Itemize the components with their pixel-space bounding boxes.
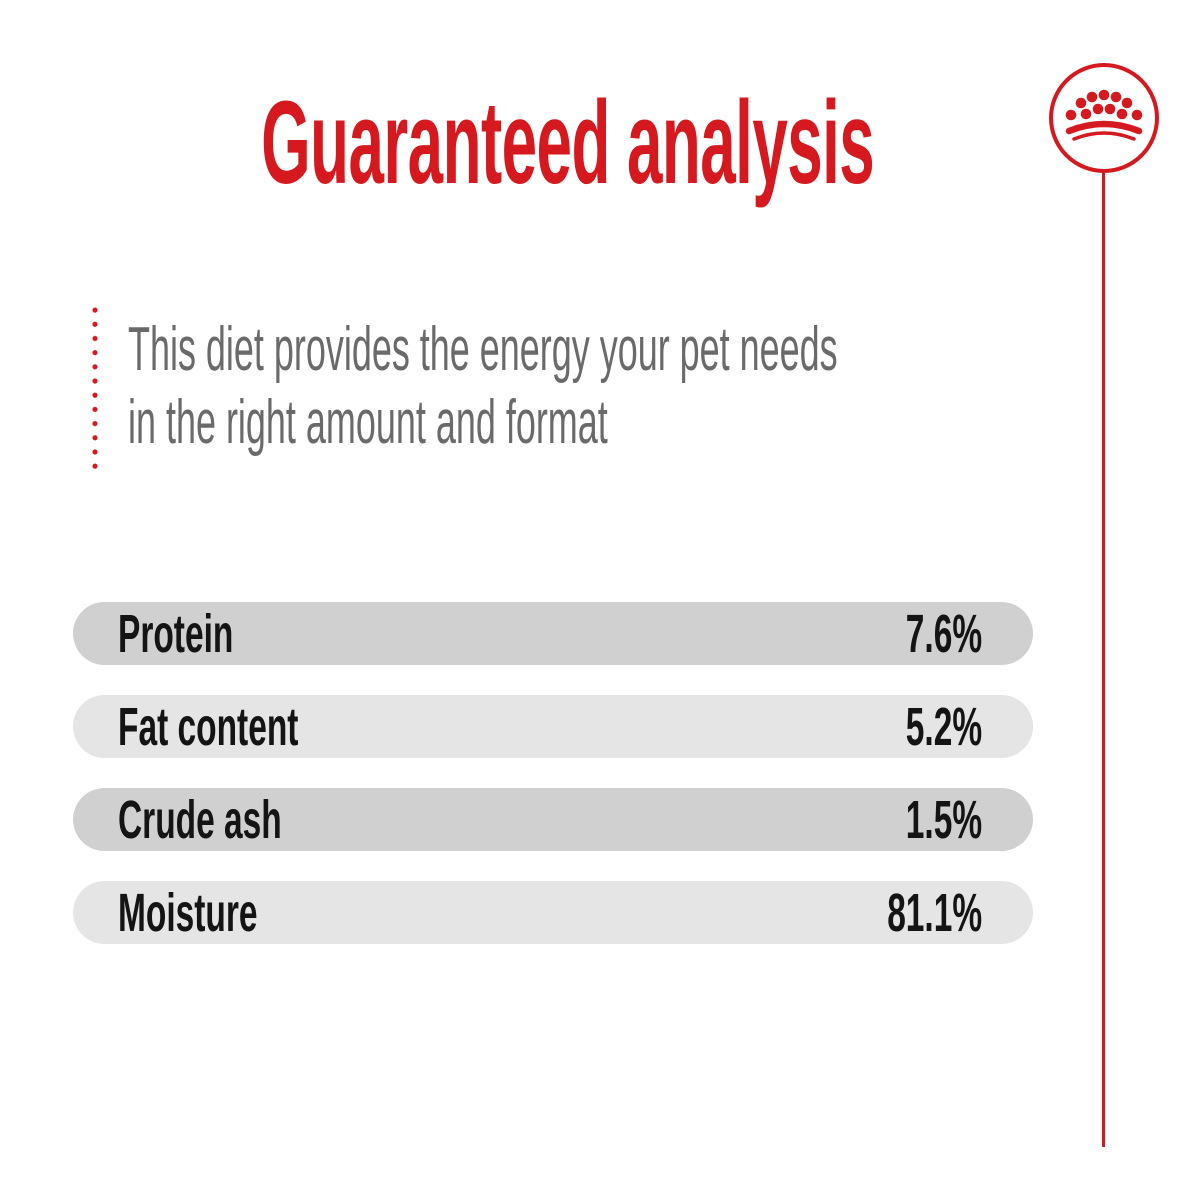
row-label: Fat content xyxy=(118,696,299,757)
row-label: Protein xyxy=(118,603,234,664)
intro-line-2: in the right amount and format xyxy=(128,388,608,457)
dotted-accent-line xyxy=(92,303,98,474)
row-value: 5.2% xyxy=(905,696,982,757)
row-value: 81.1% xyxy=(887,882,982,943)
brand-mark xyxy=(1044,58,1164,178)
row-label: Moisture xyxy=(118,882,258,943)
analysis-table xyxy=(73,602,1033,974)
row-value: 1.5% xyxy=(905,789,982,850)
row-label: Crude ash xyxy=(118,789,282,850)
royal-canin-crown-icon xyxy=(1044,58,1164,178)
row-value: 7.6% xyxy=(905,603,982,664)
page-title-text: Guaranteed analysis xyxy=(261,77,875,209)
table-row-fat-content xyxy=(73,695,1033,758)
table-row-protein xyxy=(73,602,1033,665)
page-title xyxy=(0,77,1132,209)
table-row-crude-ash xyxy=(73,788,1033,851)
intro-text xyxy=(128,313,1200,459)
intro-line-1: This diet provides the energy your pet needs xyxy=(128,315,838,384)
table-row-moisture xyxy=(73,881,1033,944)
